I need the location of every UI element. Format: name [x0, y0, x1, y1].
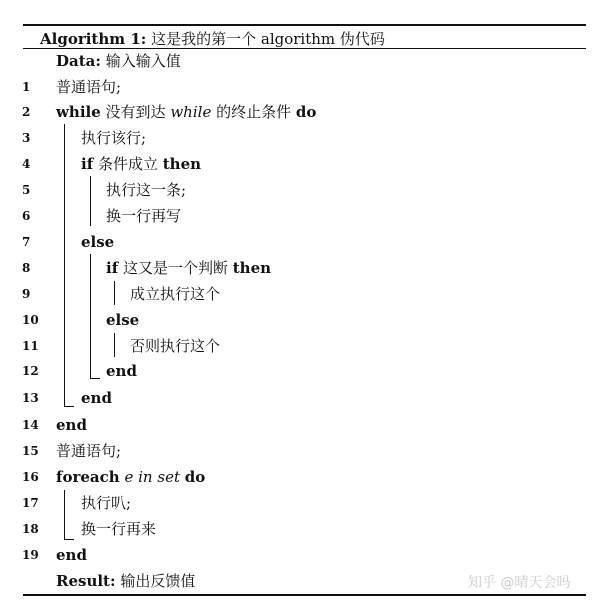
if-then-block-bar — [90, 176, 91, 226]
line-number: 15 — [22, 444, 39, 458]
keyword-end: end — [56, 416, 87, 434]
line-text: 这又是一个判断 — [122, 259, 228, 277]
italic-in: in — [138, 468, 153, 486]
data-text: 输入输入值 — [105, 52, 181, 70]
result-keyword: Result: — [56, 572, 116, 590]
keyword-then: then — [232, 259, 272, 277]
keyword-do: do — [184, 468, 206, 486]
line-number: 16 — [22, 470, 39, 484]
line-text-2: 的终止条件 — [216, 103, 292, 121]
data-keyword: Data: — [56, 52, 101, 70]
else-block-bar — [90, 254, 91, 379]
keyword-else: else — [81, 233, 115, 251]
line-text: 否则执行这个 — [130, 337, 221, 355]
algorithm-title — [40, 28, 385, 49]
line-number: 12 — [22, 364, 39, 378]
line-number: 5 — [22, 183, 31, 197]
line-number: 4 — [22, 157, 31, 171]
keyword-while: while — [56, 103, 101, 121]
line-number: 1 — [22, 80, 31, 94]
line-number: 19 — [22, 548, 39, 562]
italic-while: while — [170, 103, 212, 121]
line-number: 14 — [22, 418, 39, 432]
algorithm-label: Algorithm 1: — [40, 30, 147, 48]
italic-set: set — [157, 468, 180, 486]
line-number: 11 — [22, 339, 39, 353]
line-number: 2 — [22, 105, 31, 119]
line-text: 执行该行; — [81, 129, 147, 147]
keyword-end: end — [56, 546, 87, 564]
line-text: 普通语句; — [56, 442, 122, 460]
algorithm-title-text: 这是我的第一个 algorithm 伪代码 — [151, 30, 385, 48]
while-block-bar — [64, 124, 65, 407]
line-text: 成立执行这个 — [130, 285, 221, 303]
inner-then-bar — [114, 281, 115, 305]
line-number: 18 — [22, 522, 39, 536]
line-number: 8 — [22, 261, 31, 275]
keyword-foreach: foreach — [56, 468, 120, 486]
line-number: 3 — [22, 131, 31, 145]
watermark: 知乎 @晴天会吗 — [468, 575, 571, 591]
line-text: 普通语句; — [56, 78, 122, 96]
line-text: 没有到达 — [105, 103, 166, 121]
line-number: 6 — [22, 209, 31, 223]
top-rule — [23, 24, 586, 26]
line-text: 换一行再来 — [81, 520, 157, 538]
line-number: 7 — [22, 235, 31, 249]
line-number: 9 — [22, 287, 31, 301]
while-block-foot — [64, 406, 74, 407]
line-text: 条件成立 — [97, 155, 158, 173]
line-text: 执行叭; — [81, 494, 132, 512]
mid-rule — [23, 48, 586, 49]
line-text: 换一行再写 — [106, 207, 182, 225]
keyword-if: if — [81, 155, 94, 173]
line-number: 13 — [22, 391, 39, 405]
line-number: 10 — [22, 313, 39, 327]
result-text: 输出反馈值 — [120, 572, 196, 590]
keyword-then: then — [162, 155, 202, 173]
keyword-end: end — [81, 389, 112, 407]
else-block-foot — [90, 378, 100, 379]
keyword-do: do — [295, 103, 317, 121]
foreach-block-bar — [64, 490, 65, 540]
line-number: 17 — [22, 496, 39, 510]
keyword-else: else — [106, 311, 140, 329]
inner-else-bar — [114, 333, 115, 357]
italic-e: e — [124, 468, 134, 486]
keyword-if: if — [106, 259, 119, 277]
bottom-rule — [23, 594, 586, 596]
line-text: 执行这一条; — [106, 181, 187, 199]
keyword-end: end — [106, 362, 137, 380]
foreach-block-foot — [64, 539, 74, 540]
